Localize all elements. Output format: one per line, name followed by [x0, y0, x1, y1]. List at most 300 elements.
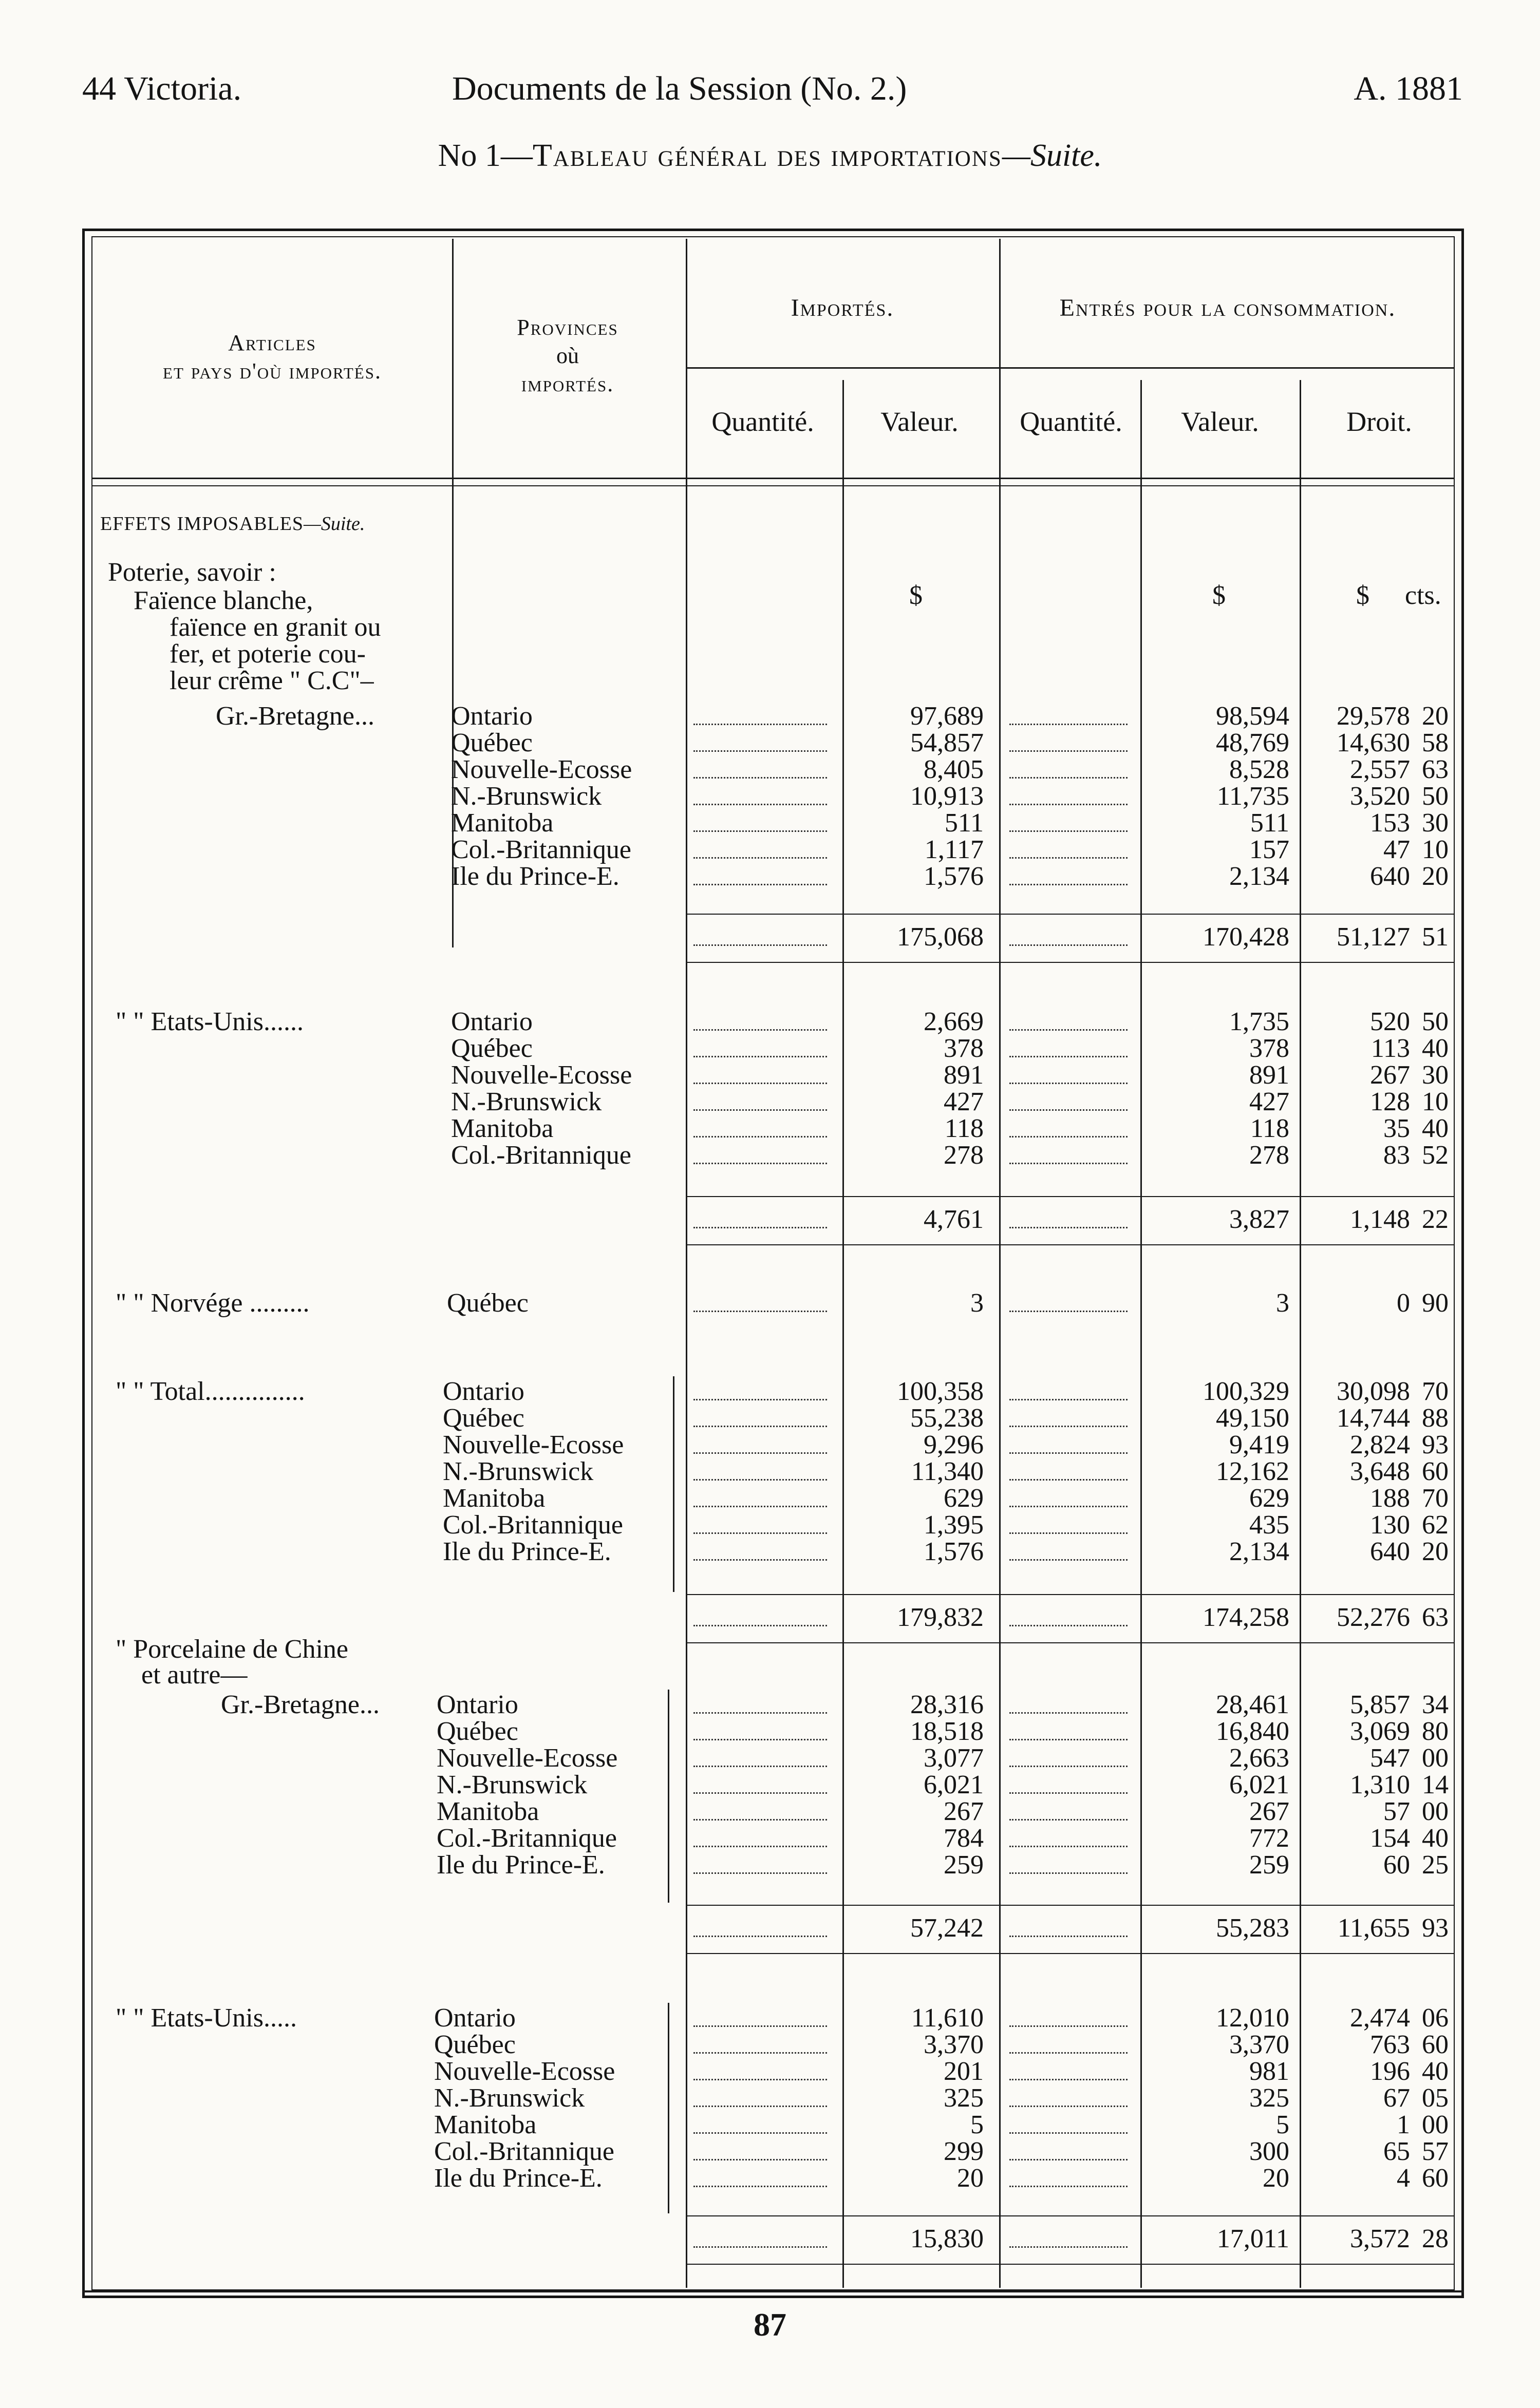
imported-value: 28,316	[910, 1690, 984, 1719]
quantity-leader	[1009, 724, 1128, 725]
duty-dollars: 83	[1383, 1141, 1410, 1170]
duty-dollars: 2,474	[1350, 2003, 1410, 2033]
duty-dollars: 154	[1370, 1824, 1410, 1853]
quantity-leader	[693, 1163, 827, 1164]
duty-dollars: 65	[1383, 2137, 1410, 2166]
duty-dollars: 3,648	[1350, 1457, 1410, 1486]
total-imported-value: 179,832	[897, 1603, 984, 1632]
header-right: A. 1881	[1354, 70, 1463, 107]
duty-dollars: 3,520	[1350, 782, 1410, 811]
province-name: Québec	[451, 1034, 533, 1063]
quantity-leader	[693, 1227, 827, 1228]
imported-value: 784	[944, 1824, 984, 1853]
subtotal-rule	[686, 2215, 1454, 2216]
total-duty-cents: 22	[1422, 1205, 1449, 1234]
total-rule	[686, 1642, 1454, 1643]
group-label-line: " Porcelaine de Chine	[116, 1635, 348, 1664]
quantity-leader	[693, 1625, 827, 1626]
col-articles-line2: et pays d'où importés.	[163, 358, 382, 384]
group-label: " " Etats-Unis.....	[116, 2003, 297, 2033]
quantity-leader	[693, 857, 827, 859]
quantity-leader	[693, 1559, 827, 1561]
duty-cents: 20	[1422, 1537, 1449, 1566]
quantity-leader	[1009, 2025, 1128, 2027]
duty-dollars: 67	[1383, 2083, 1410, 2113]
col-provinces-line3: importés.	[521, 371, 614, 396]
entered-value: 49,150	[1216, 1404, 1289, 1433]
entered-value: 427	[1249, 1087, 1289, 1116]
quantity-leader	[693, 750, 827, 752]
quantity-leader	[693, 1506, 827, 1507]
quantity-leader	[693, 804, 827, 805]
quantity-leader	[1009, 2132, 1128, 2134]
province-name: Manitoba	[451, 808, 554, 838]
duty-cents: 80	[1422, 1717, 1449, 1746]
province-name: Ontario	[443, 1377, 524, 1406]
province-name: N.-Brunswick	[451, 1087, 602, 1116]
province-name: N.-Brunswick	[451, 782, 602, 811]
entered-value: 259	[1249, 1850, 1289, 1880]
duty-cents: 60	[1422, 1457, 1449, 1486]
intro-line-1: Poterie, savoir :	[108, 558, 276, 587]
quantity-leader	[1009, 1766, 1128, 1767]
group-label: Gr.-Bretagne...	[216, 701, 375, 731]
col-articles-header	[98, 329, 447, 385]
imported-value: 267	[944, 1797, 984, 1826]
province-name: Nouvelle-Ecosse	[451, 1060, 632, 1090]
quantity-leader	[1009, 1452, 1128, 1454]
duty-dollars: 640	[1370, 862, 1410, 891]
imported-value: 11,340	[911, 1457, 984, 1486]
duty-cents: 70	[1422, 1484, 1449, 1513]
imported-value: 891	[944, 1060, 984, 1090]
col-importes-label: Importés.	[791, 294, 894, 321]
entered-value: 511	[1250, 808, 1289, 838]
entered-value: 2,134	[1229, 862, 1289, 891]
province-name: Ile du Prince-E.	[437, 1850, 605, 1880]
duty-dollars: 0	[1397, 1288, 1410, 1318]
quantity-leader	[1009, 1479, 1128, 1481]
total-duty-cents: 51	[1422, 922, 1449, 952]
province-name: Manitoba	[451, 1114, 554, 1143]
duty-cents: 50	[1422, 782, 1449, 811]
total-duty-cents: 93	[1422, 1913, 1449, 1943]
duty-cents: 40	[1422, 1114, 1449, 1143]
duty-dollars: 1	[1397, 2110, 1410, 2139]
quantity-leader	[693, 1311, 827, 1312]
unit-duty: $	[1356, 581, 1369, 610]
quantity-leader	[693, 1819, 827, 1821]
quantity-leader	[1009, 830, 1128, 832]
total-entered-value: 170,428	[1203, 922, 1289, 952]
quantity-leader	[1009, 1739, 1128, 1740]
title-prefix: No 1—	[438, 138, 533, 173]
province-name: Ile du Prince-E.	[451, 862, 619, 891]
entered-value: 5	[1276, 2110, 1289, 2139]
vrule-droit	[1300, 380, 1301, 2288]
province-name: Nouvelle-Ecosse	[437, 1743, 618, 1773]
province-name: Col.-Britannique	[451, 835, 631, 864]
entered-value: 118	[1250, 1114, 1289, 1143]
duty-cents: 57	[1422, 2137, 1449, 2166]
duty-cents: 20	[1422, 701, 1449, 731]
quantity-leader	[693, 1136, 827, 1137]
duty-dollars: 57	[1383, 1797, 1410, 1826]
entered-value: 435	[1249, 1510, 1289, 1540]
quantity-leader	[693, 724, 827, 725]
col-entres-header	[1002, 293, 1454, 324]
title-suffix: —Suite.	[1002, 138, 1102, 173]
unit-cents: cts.	[1405, 581, 1441, 610]
rule-header-bottom	[91, 478, 1455, 479]
quantity-leader	[1009, 884, 1128, 885]
header-left: 44 Victoria.	[82, 70, 242, 107]
quantity-leader	[693, 1029, 827, 1031]
duty-cents: 50	[1422, 1007, 1449, 1036]
duty-dollars: 2,824	[1350, 1430, 1410, 1459]
quantity-leader	[1009, 1872, 1128, 1874]
vrule-entres	[999, 239, 1001, 2288]
duty-dollars: 35	[1383, 1114, 1410, 1143]
quantity-leader	[693, 2025, 827, 2027]
quantity-leader	[693, 2132, 827, 2134]
entered-value: 11,735	[1216, 782, 1289, 811]
duty-cents: 05	[1422, 2083, 1449, 2113]
total-duty-dollars: 1,148	[1350, 1205, 1410, 1234]
quantity-leader	[1009, 1227, 1128, 1228]
duty-dollars: 763	[1370, 2030, 1410, 2059]
imported-value: 1,117	[924, 835, 984, 864]
duty-cents: 70	[1422, 1377, 1449, 1406]
quantity-leader	[693, 1532, 827, 1534]
total-imported-value: 4,761	[924, 1205, 984, 1234]
imported-value: 278	[944, 1141, 984, 1170]
total-duty-dollars: 11,655	[1337, 1913, 1410, 1943]
total-rule	[686, 1953, 1454, 1954]
quantity-leader	[693, 1712, 827, 1714]
quantity-leader	[693, 1479, 827, 1481]
entered-value: 3	[1276, 1288, 1289, 1318]
province-name: Manitoba	[434, 2110, 537, 2139]
duty-dollars: 153	[1370, 808, 1410, 838]
province-name: Ontario	[451, 701, 533, 731]
section-suffix: —Suite.	[304, 513, 365, 535]
entered-value: 981	[1249, 2057, 1289, 2086]
province-name: Ile du Prince-E.	[434, 2164, 603, 2193]
col-importes-header	[686, 293, 999, 324]
quantity-leader	[1009, 1163, 1128, 1164]
duty-cents: 10	[1422, 835, 1449, 864]
total-rule	[686, 1244, 1454, 1245]
imported-value: 1,576	[924, 1537, 984, 1566]
duty-dollars: 128	[1370, 1087, 1410, 1116]
quantity-leader	[1009, 944, 1128, 946]
duty-cents: 20	[1422, 862, 1449, 891]
quantity-leader	[1009, 1083, 1128, 1084]
col-entres-label: Entrés pour la consommation.	[1059, 294, 1396, 321]
province-name: Nouvelle-Ecosse	[443, 1430, 624, 1459]
duty-cents: 10	[1422, 1087, 1449, 1116]
duty-dollars: 267	[1370, 1060, 1410, 1090]
quantity-leader	[693, 1056, 827, 1057]
entered-value: 9,419	[1229, 1430, 1289, 1459]
quantity-leader	[693, 2052, 827, 2054]
quantity-leader	[693, 1872, 827, 1874]
entered-value: 28,461	[1216, 1690, 1289, 1719]
duty-cents: 90	[1422, 1288, 1449, 1318]
quantity-leader	[1009, 1109, 1128, 1111]
duty-cents: 52	[1422, 1141, 1449, 1170]
col-provinces-line2: où	[556, 343, 579, 368]
page-title	[0, 138, 1540, 174]
province-name: Nouvelle-Ecosse	[434, 2057, 615, 2086]
duty-cents: 60	[1422, 2164, 1449, 2193]
imported-value: 10,913	[910, 782, 984, 811]
duty-cents: 40	[1422, 2057, 1449, 2086]
duty-cents: 00	[1422, 1797, 1449, 1826]
duty-cents: 62	[1422, 1510, 1449, 1540]
unit-entered-value: $	[1212, 581, 1226, 610]
quantity-leader	[1009, 857, 1128, 859]
quantity-leader	[1009, 2246, 1128, 2248]
province-name: Nouvelle-Ecosse	[451, 755, 632, 784]
duty-dollars: 30,098	[1337, 1377, 1410, 1406]
total-entered-value: 174,258	[1203, 1603, 1289, 1632]
province-name: Québec	[443, 1404, 524, 1433]
entered-value: 629	[1249, 1484, 1289, 1513]
imported-value: 97,689	[910, 701, 984, 731]
total-rule	[686, 2264, 1454, 2265]
intro-line-5: leur crême " C.C"–	[170, 666, 374, 695]
imported-value: 54,857	[910, 728, 984, 757]
quantity-leader	[1009, 1506, 1128, 1507]
duty-cents: 88	[1422, 1404, 1449, 1433]
title-main: Tableau général des importations	[532, 138, 1002, 173]
header-center: Documents de la Session (No. 2.)	[452, 70, 907, 107]
entered-value: 12,010	[1216, 2003, 1289, 2033]
section-label	[100, 508, 365, 539]
duty-dollars: 130	[1370, 1510, 1410, 1540]
quantity-leader	[1009, 2159, 1128, 2160]
entered-value: 6,021	[1229, 1770, 1289, 1799]
col-quantite: Quantité.	[711, 406, 814, 437]
province-name: Ile du Prince-E.	[443, 1537, 611, 1566]
quantity-leader	[1009, 1136, 1128, 1137]
duty-dollars: 14,744	[1337, 1404, 1410, 1433]
total-imported-value: 57,242	[910, 1913, 984, 1943]
entered-value: 278	[1249, 1141, 1289, 1170]
total-entered-value: 17,011	[1216, 2224, 1289, 2253]
duty-dollars: 60	[1383, 1850, 1410, 1880]
intro-line-2: Faïence blanche,	[134, 586, 313, 615]
imported-value: 201	[944, 2057, 984, 2086]
duty-cents: 60	[1422, 2030, 1449, 2059]
duty-dollars: 4	[1397, 2164, 1410, 2193]
imported-value: 9,296	[924, 1430, 984, 1459]
quantity-leader	[1009, 804, 1128, 805]
quantity-leader	[1009, 777, 1128, 779]
group-label: " " Etats-Unis......	[116, 1007, 304, 1036]
entered-value: 1,735	[1229, 1007, 1289, 1036]
quantity-leader	[1009, 1399, 1128, 1400]
province-name: Ontario	[451, 1007, 533, 1036]
intro-line-3: faïence en granit ou	[170, 613, 381, 642]
entered-value: 378	[1249, 1034, 1289, 1063]
entered-value: 16,840	[1216, 1717, 1289, 1746]
duty-cents: 06	[1422, 2003, 1449, 2033]
quantity-leader	[1009, 1625, 1128, 1626]
quantity-leader	[693, 2079, 827, 2080]
imported-value: 2,669	[924, 1007, 984, 1036]
duty-dollars: 1,310	[1350, 1770, 1410, 1799]
subtotal-rule	[686, 1905, 1454, 1906]
duty-dollars: 188	[1370, 1484, 1410, 1513]
vrule-valeur-2	[1140, 380, 1142, 2288]
quantity-leader	[693, 2106, 827, 2107]
col-provinces-header	[452, 313, 683, 398]
duty-cents: 58	[1422, 728, 1449, 757]
group-label-line: et autre—	[141, 1660, 248, 1690]
province-name: Québec	[447, 1288, 529, 1318]
duty-dollars: 2,557	[1350, 755, 1410, 784]
duty-cents: 14	[1422, 1770, 1449, 1799]
total-duty-dollars: 52,276	[1337, 1603, 1410, 1632]
entered-value: 8,528	[1229, 755, 1289, 784]
duty-dollars: 520	[1370, 1007, 1410, 1036]
duty-dollars: 29,578	[1337, 701, 1410, 731]
quantity-leader	[693, 777, 827, 779]
col-articles-line1: Articles	[228, 330, 316, 355]
quantity-leader	[693, 944, 827, 946]
quantity-leader	[693, 1936, 827, 1937]
duty-dollars: 547	[1370, 1743, 1410, 1773]
total-entered-value: 3,827	[1229, 1205, 1289, 1234]
province-rule	[686, 1007, 687, 1194]
imported-value: 3	[970, 1288, 984, 1318]
quantity-leader	[1009, 1426, 1128, 1427]
province-name: N.-Brunswick	[434, 2083, 585, 2113]
imported-value: 5	[970, 2110, 984, 2139]
quantity-leader	[693, 1766, 827, 1767]
province-name: Québec	[451, 728, 533, 757]
duty-dollars: 196	[1370, 2057, 1410, 2086]
total-duty-dollars: 3,572	[1350, 2224, 1410, 2253]
quantity-leader	[1009, 1311, 1128, 1312]
quantity-leader	[1009, 1846, 1128, 1847]
rule-subheader	[686, 367, 1454, 369]
vrule-valeur	[842, 380, 844, 2288]
entered-value: 267	[1249, 1797, 1289, 1826]
quantity-leader	[693, 2159, 827, 2160]
unit-imported-value: $	[909, 581, 923, 610]
imported-value: 20	[957, 2164, 984, 2193]
imported-value: 511	[944, 808, 984, 838]
subtotal-rule	[686, 914, 1454, 915]
province-rule	[686, 701, 687, 912]
province-name: Ontario	[434, 2003, 516, 2033]
col-valeur: Valeur.	[880, 406, 959, 437]
quantity-leader	[1009, 1029, 1128, 1031]
intro-line-4: fer, et poterie cou-	[170, 639, 366, 669]
duty-cents: 40	[1422, 1824, 1449, 1853]
total-imported-value: 15,830	[910, 2224, 984, 2253]
subtotal-rule	[686, 1594, 1454, 1595]
quantity-leader	[1009, 2079, 1128, 2080]
group-label: " " Norvége .........	[116, 1288, 310, 1318]
province-name: Québec	[437, 1717, 518, 1746]
entered-value: 12,162	[1216, 1457, 1289, 1486]
entered-value: 100,329	[1203, 1377, 1289, 1406]
imported-value: 3,077	[924, 1743, 984, 1773]
quantity-leader	[693, 1083, 827, 1084]
province-name: Col.-Britannique	[451, 1141, 631, 1170]
duty-cents: 63	[1422, 755, 1449, 784]
imported-value: 8,405	[924, 755, 984, 784]
quantity-leader	[1009, 2186, 1128, 2187]
province-rule	[686, 1288, 687, 1315]
quantity-leader	[693, 1399, 827, 1400]
quantity-leader	[1009, 1532, 1128, 1534]
quantity-leader	[1009, 1056, 1128, 1057]
total-duty-cents: 63	[1422, 1603, 1449, 1632]
imported-value: 427	[944, 1087, 984, 1116]
province-name: Québec	[434, 2030, 516, 2059]
quantity-leader	[1009, 2052, 1128, 2054]
entered-value: 48,769	[1216, 728, 1289, 757]
entered-value: 891	[1249, 1060, 1289, 1090]
quantity-leader	[693, 1739, 827, 1740]
imported-value: 629	[944, 1484, 984, 1513]
col-valeur-2: Valeur.	[1181, 406, 1259, 437]
quantity-leader	[693, 2246, 827, 2248]
duty-cents: 30	[1422, 1060, 1449, 1090]
entered-value: 2,134	[1229, 1537, 1289, 1566]
vrule-importes	[686, 239, 687, 2288]
subtotal-rule	[686, 1196, 1454, 1197]
imported-value: 378	[944, 1034, 984, 1063]
province-name: Manitoba	[443, 1484, 546, 1513]
duty-dollars: 5,857	[1350, 1690, 1410, 1719]
quantity-leader	[1009, 2106, 1128, 2107]
duty-cents: 00	[1422, 2110, 1449, 2139]
imported-value: 18,518	[910, 1717, 984, 1746]
imported-value: 6,021	[924, 1770, 984, 1799]
page-number: 87	[754, 2306, 786, 2343]
total-duty-cents: 28	[1422, 2224, 1449, 2253]
quantity-leader	[693, 2186, 827, 2187]
duty-dollars: 113	[1370, 1034, 1410, 1063]
quantity-leader	[1009, 750, 1128, 752]
province-rule	[673, 1376, 674, 1592]
section-text: EFFETS IMPOSABLES	[100, 513, 304, 535]
province-name: N.-Brunswick	[437, 1770, 588, 1799]
duty-dollars: 47	[1383, 835, 1410, 864]
duty-cents: 25	[1422, 1850, 1449, 1880]
quantity-leader	[1009, 1712, 1128, 1714]
imported-value: 118	[944, 1114, 984, 1143]
imported-value: 1,576	[924, 862, 984, 891]
duty-cents: 40	[1422, 1034, 1449, 1063]
duty-dollars: 3,069	[1350, 1717, 1410, 1746]
entered-value: 20	[1263, 2164, 1289, 2193]
quantity-leader	[1009, 1819, 1128, 1821]
imported-value: 259	[944, 1850, 984, 1880]
duty-cents: 93	[1422, 1430, 1449, 1459]
imported-value: 325	[944, 2083, 984, 2113]
rule-header-bottom-2	[91, 485, 1455, 486]
duty-cents: 00	[1422, 1743, 1449, 1773]
imported-value: 3,370	[924, 2030, 984, 2059]
